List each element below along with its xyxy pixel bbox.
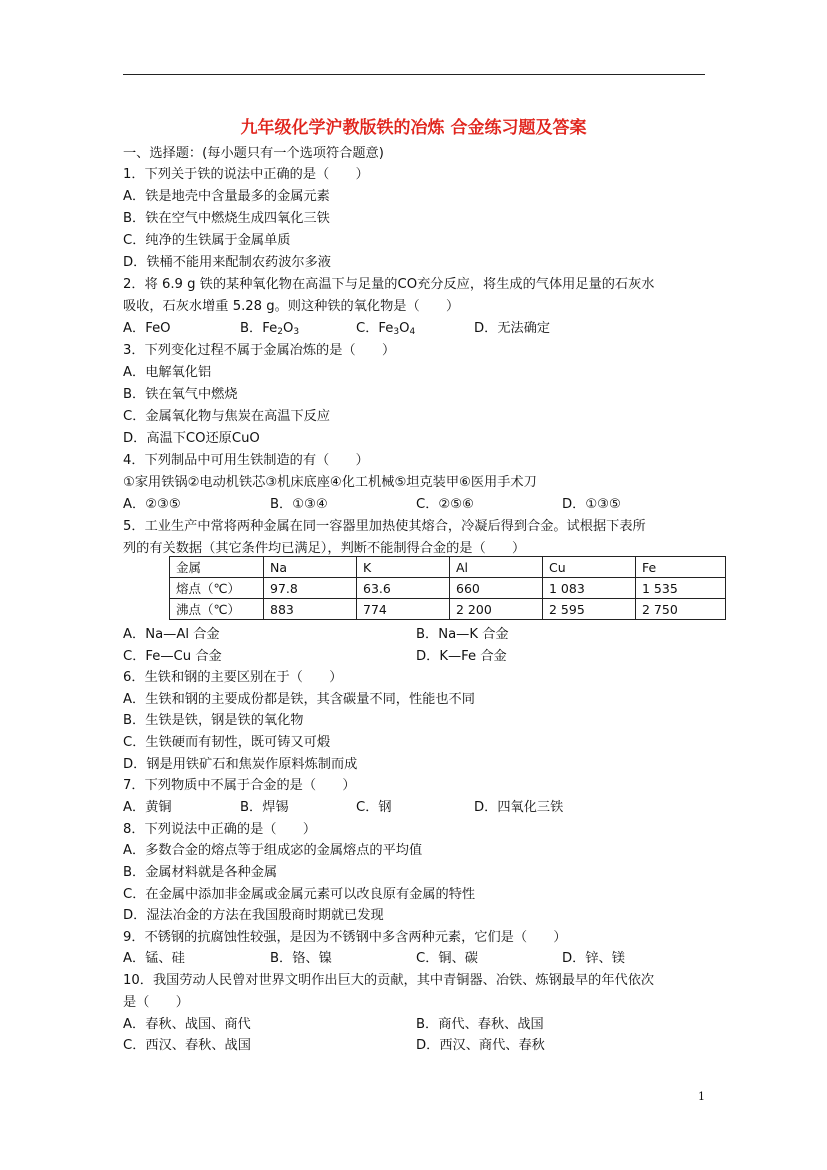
- table-cell: 2 750: [636, 599, 726, 620]
- q2-option-c: [356, 320, 415, 341]
- q8-stem: 8．下列说法中正确的是（ ）: [123, 822, 317, 837]
- q2-stem-line1: 2．将 6.9 g 铁的某种氧化物在高温下与足量的CO充分反应，将生成的气体用足量的石灰水: [123, 277, 655, 292]
- q5-stem-line1: 5．工业生产中常将两种金属在同一容器里加热使其熔合，冷凝后得到合金。试根据下表所: [123, 519, 646, 534]
- q4-option-d: D．①③⑤: [562, 497, 621, 512]
- q4-option-c: C．②⑤⑥: [416, 497, 474, 512]
- q10-option-a: A．春秋、战国、商代: [123, 1017, 251, 1032]
- table-row: [170, 578, 726, 599]
- q1-option-b: B．铁在空气中燃烧生成四氧化三铁: [123, 211, 330, 226]
- q2-c-prefix: C．Fe: [356, 321, 394, 336]
- table-header-cell: Na: [264, 557, 357, 578]
- q9-stem: 9．不锈钢的抗腐蚀性较强，是因为不锈钢中多含两种元素，它们是（ ）: [123, 930, 567, 945]
- q6-option-a: A．生铁和钢的主要成份都是铁，其含碳量不同，性能也不同: [123, 692, 475, 707]
- table-cell: 1 083: [543, 578, 636, 599]
- q5-stem-line2: 列的有关数据（其它条件均已满足），判断不能制得合金的是（ ）: [123, 541, 526, 556]
- table-header-cell: Al: [450, 557, 543, 578]
- table-header-cell: Fe: [636, 557, 726, 578]
- metal-properties-table: [169, 556, 726, 620]
- q5-option-a: A．Na—Al 合金: [123, 627, 220, 642]
- q10-stem-line2: 是（ ）: [123, 995, 189, 1010]
- q2-c-sub2: 4: [409, 327, 416, 337]
- q10-option-c: C．西汉、春秋、战国: [123, 1038, 251, 1053]
- table-header-row: [170, 557, 726, 578]
- q10-option-b: B．商代、春秋、战国: [416, 1017, 544, 1032]
- page-number: 1: [698, 1090, 705, 1103]
- table-cell: 883: [264, 599, 357, 620]
- q4-option-a: A．②③⑤: [123, 497, 181, 512]
- table-cell: 660: [450, 578, 543, 599]
- q3-option-c: C．金属氧化物与焦炭在高温下反应: [123, 409, 331, 424]
- q4-option-b: B．①③④: [270, 497, 328, 512]
- table-header-cell: Cu: [543, 557, 636, 578]
- q8-option-d: D．湿法冶金的方法在我国殷商时期就已发现: [123, 908, 384, 923]
- q2-stem-line2: 吸收，石灰水增重 5.28 g。则这种铁的氧化物是（ ）: [123, 299, 460, 314]
- q9-option-d: D．锌、镁: [562, 951, 625, 966]
- table-cell: 774: [357, 599, 450, 620]
- q3-option-a: A．电解氧化铝: [123, 365, 212, 380]
- q5-option-b: B．Na—K 合金: [416, 627, 509, 642]
- q8-option-c: C．在金属中添加非金属或金属元素可以改良原有金属的特性: [123, 887, 476, 902]
- q1-option-c: C．纯净的生铁属于金属单质: [123, 233, 291, 248]
- q10-stem-line1: 10．我国劳动人民曾对世界文明作出巨大的贡献，其中青铜器、冶铁、炼钢最早的年代依次: [123, 973, 655, 988]
- q7-option-b: B．焊锡: [240, 800, 289, 815]
- q9-option-b: B．铬、镍: [270, 951, 332, 966]
- q1-option-d: D．铁桶不能用来配制农药波尔多液: [123, 255, 331, 270]
- q6-option-b: B．生铁是铁，钢是铁的氧化物: [123, 713, 304, 728]
- q5-option-d: D．K—Fe 合金: [416, 649, 507, 664]
- q2-b-mid: O: [282, 321, 294, 336]
- q8-option-a: A．多数合金的熔点等于组成宓的金属熔点的平均值: [123, 843, 423, 858]
- q7-stem: 7．下列物质中不属于合金的是（ ）: [123, 778, 356, 793]
- table-cell: 63.6: [357, 578, 450, 599]
- table-cell: 熔点（℃）: [170, 578, 264, 599]
- table-cell: 97.8: [264, 578, 357, 599]
- q4-items: ①家用铁锅②电动机铁芯③机床底座④化工机械⑤坦克装甲⑥医用手术刀: [123, 475, 537, 490]
- q6-option-d: D．钢是用铁矿石和焦炭作原料炼制而成: [123, 757, 358, 772]
- q3-stem: 3．下列变化过程不属于金属冶炼的是（ ）: [123, 343, 396, 358]
- q2-c-mid: O: [399, 321, 410, 336]
- table-cell: 2 595: [543, 599, 636, 620]
- q1-stem: 1．下列关于铁的说法中正确的是（ ）: [123, 167, 369, 182]
- table-header-cell: 金属: [170, 557, 264, 578]
- q2-b-prefix: B．Fe: [240, 321, 278, 336]
- q8-option-b: B．金属材料就是各种金属: [123, 865, 278, 880]
- q7-option-a: A．黄铜: [123, 800, 172, 815]
- q7-option-c: C．钢: [356, 800, 392, 815]
- header-rule: [123, 74, 705, 75]
- q5-option-c: C．Fe—Cu 合金: [123, 649, 222, 664]
- q2-c-sub1: 3: [393, 327, 400, 337]
- q2-option-b: [240, 320, 299, 341]
- q3-option-d: D．高温下CO还原CuO: [123, 431, 260, 446]
- table-cell: 2 200: [450, 599, 543, 620]
- q4-stem: 4．下列制品中可用生铁制造的有（ ）: [123, 453, 369, 468]
- q7-option-d: D．四氧化三铁: [474, 800, 564, 815]
- page-title: 九年级化学沪教版铁的冶炼 合金练习题及答案: [240, 118, 587, 138]
- q9-option-c: C．铜、碳: [416, 951, 478, 966]
- q2-option-a: A．FeO: [123, 321, 171, 336]
- table-cell: 沸点（℃）: [170, 599, 264, 620]
- q6-option-c: C．生铁硬而有韧性，既可铸又可煅: [123, 735, 331, 750]
- q6-stem: 6．生铁和钢的主要区别在于（ ）: [123, 670, 343, 685]
- q10-option-d: D．西汉、商代、春秋: [416, 1038, 545, 1053]
- q1-option-a: A．铁是地壳中含量最多的金属元素: [123, 189, 330, 204]
- q2-b-sub2: 3: [293, 327, 300, 337]
- table-row: [170, 599, 726, 620]
- q2-option-d: D．无法确定: [474, 321, 551, 336]
- table-cell: 1 535: [636, 578, 726, 599]
- q9-option-a: A．锰、硅: [123, 951, 185, 966]
- table-header-cell: K: [357, 557, 450, 578]
- section-heading: 一、选择题：(每小题只有一个选项符合题意): [123, 146, 384, 161]
- q3-option-b: B．铁在氧气中燃烧: [123, 387, 238, 402]
- q2-b-sub1: 2: [277, 327, 283, 337]
